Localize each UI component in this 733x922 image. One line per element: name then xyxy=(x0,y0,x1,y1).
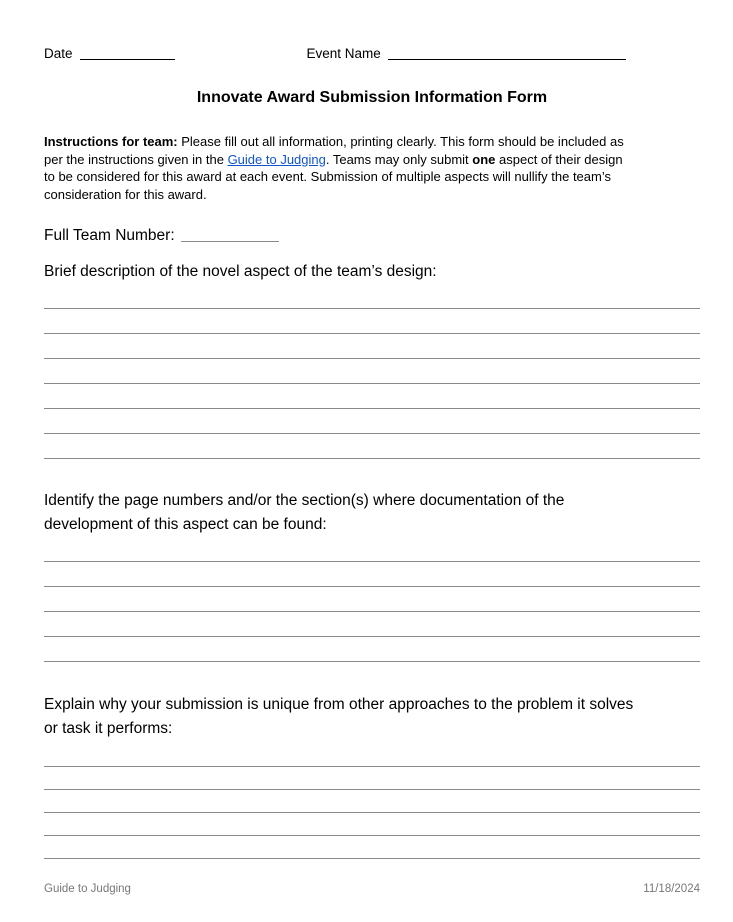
answer-line[interactable] xyxy=(44,384,700,409)
page-footer xyxy=(44,883,700,895)
answer-line[interactable] xyxy=(44,309,700,334)
answer-line[interactable] xyxy=(44,790,700,813)
instructions-text: . Teams may only submit xyxy=(325,151,473,167)
guide-to-judging-link[interactable]: Guide to Judging xyxy=(227,151,326,167)
answer-lines-area[interactable] xyxy=(44,284,700,459)
prompt-line: Explain why your submission is unique from other approaches to the problem it solves xyxy=(44,696,634,713)
instructions-text: per the instructions given in the xyxy=(44,151,228,167)
answer-line[interactable] xyxy=(44,813,700,836)
prompt-line: Identify the page numbers and/or the section(s) where documentation of the xyxy=(44,492,565,509)
instructions-line xyxy=(44,133,700,151)
answer-line[interactable] xyxy=(44,587,700,612)
answer-line[interactable] xyxy=(44,562,700,587)
instructions-line xyxy=(44,186,700,204)
prompt-line: or task it performs: xyxy=(44,720,173,737)
answer-line[interactable] xyxy=(44,359,700,384)
section-prompt xyxy=(44,260,700,284)
answer-line[interactable] xyxy=(44,537,700,562)
form-title: Innovate Award Submission Information Form xyxy=(196,89,548,106)
answer-line[interactable] xyxy=(44,434,700,459)
instructions-emphasis-one: one xyxy=(472,151,496,167)
section-prompt xyxy=(44,693,700,741)
team-number-blank-line[interactable] xyxy=(181,228,279,242)
prompt-line: development of this aspect can be found: xyxy=(44,516,327,533)
answer-line[interactable] xyxy=(44,612,700,637)
answer-line[interactable] xyxy=(44,284,700,309)
instructions-text: Please fill out all information, printing clearly. This form should be included as xyxy=(177,134,624,149)
full-team-number-field xyxy=(44,226,700,245)
instructions-text: aspect of their design xyxy=(495,151,623,167)
answer-line[interactable] xyxy=(44,637,700,662)
answer-lines-area[interactable] xyxy=(44,744,700,859)
answer-lines-area[interactable] xyxy=(44,537,700,662)
header-row xyxy=(44,44,700,62)
event-name-blank-line[interactable] xyxy=(388,46,626,60)
full-team-number-label: Full Team Number: xyxy=(44,227,175,244)
section-brief-description xyxy=(44,260,700,459)
answer-line[interactable] xyxy=(44,767,700,790)
event-name-label: Event Name xyxy=(306,46,381,61)
answer-line[interactable] xyxy=(44,409,700,434)
instructions-paragraph xyxy=(44,133,700,203)
instructions-line xyxy=(44,151,700,169)
instructions-text: to be considered for this award at each event. Submission of multiple aspects will nullify the team’s xyxy=(44,169,611,184)
event-name-field xyxy=(307,44,626,62)
date-blank-line[interactable] xyxy=(80,46,175,60)
footer-date: 11/18/2024 xyxy=(643,883,700,895)
answer-line[interactable] xyxy=(44,836,700,859)
section-prompt xyxy=(44,489,700,537)
answer-line[interactable] xyxy=(44,744,700,767)
answer-line[interactable] xyxy=(44,334,700,359)
prompt-line: Brief description of the novel aspect of the team’s design: xyxy=(44,263,437,280)
instructions-text: consideration for this award. xyxy=(44,186,207,202)
section-unique-explanation xyxy=(44,693,700,859)
date-label: Date xyxy=(44,46,73,61)
instructions-line xyxy=(44,168,700,186)
section-page-numbers xyxy=(44,489,700,662)
footer-left-text: Guide to Judging xyxy=(44,883,131,895)
instructions-lead-in: Instructions for team: xyxy=(44,134,178,149)
date-field xyxy=(44,44,175,62)
